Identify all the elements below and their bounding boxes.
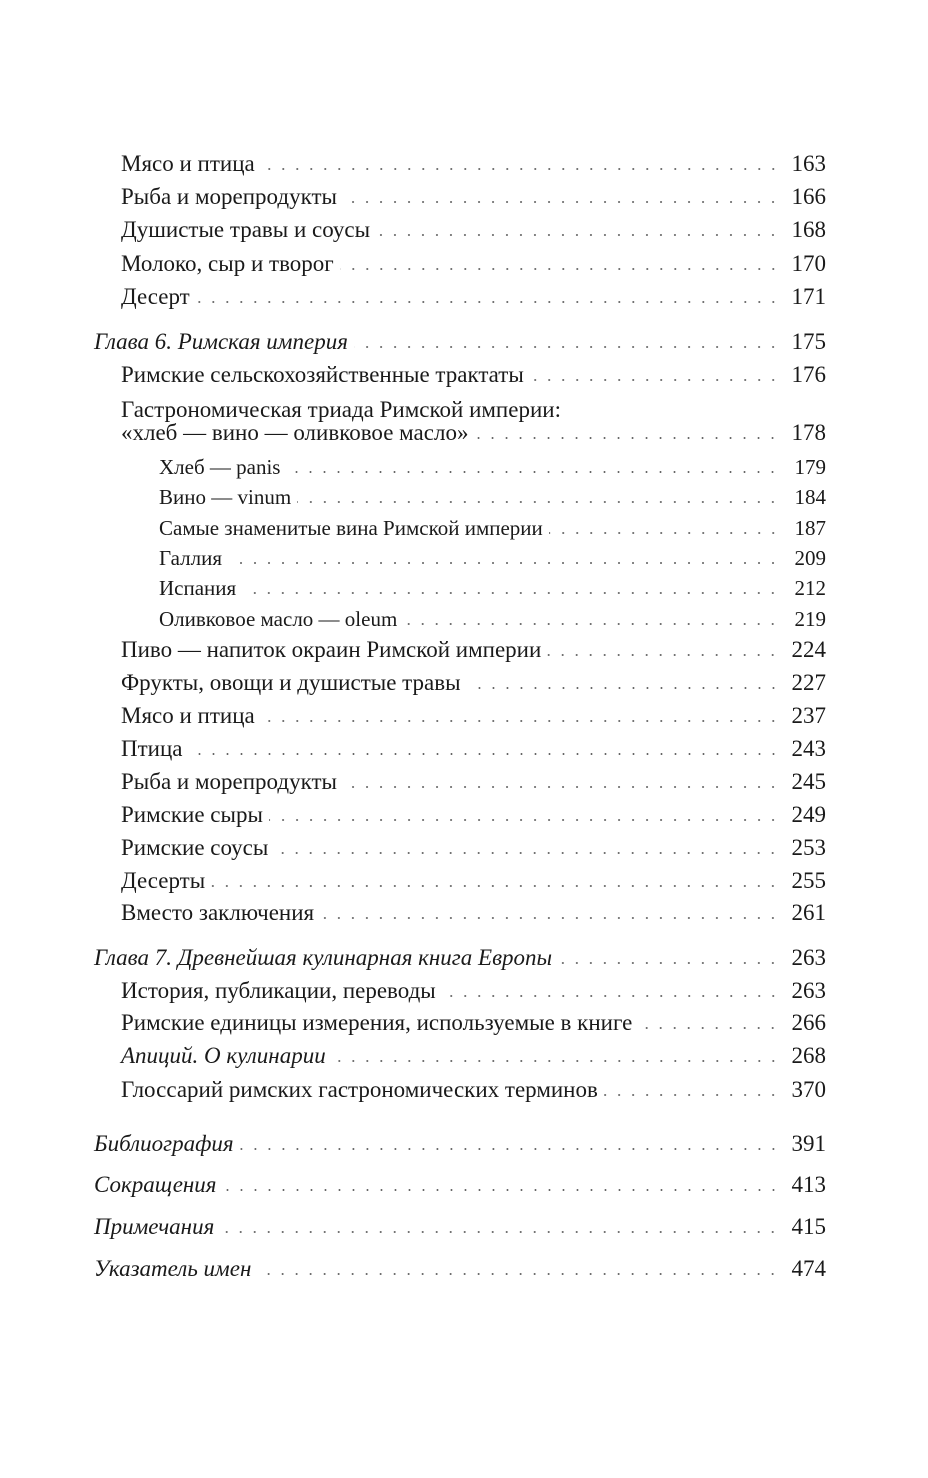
toc-page-number: 253 xyxy=(791,835,826,860)
toc-page-number: 255 xyxy=(791,868,826,893)
toc-entry-title: Вино — vinum xyxy=(159,485,292,509)
toc-entry-title: Римские сыры xyxy=(121,802,263,827)
toc-entry xyxy=(121,216,826,244)
toc-chapter-title: Сокращения xyxy=(94,1172,217,1197)
toc-page-number: 391 xyxy=(791,1131,826,1156)
dot-leader xyxy=(467,687,780,689)
toc-page-number: 170 xyxy=(791,251,826,276)
toc-subentry xyxy=(159,453,826,481)
toc-entry-title: Апиций. О кулинарии xyxy=(121,1043,326,1068)
toc-entry-title: Пиво — напиток окраин Римской империи xyxy=(121,637,542,662)
dot-leader xyxy=(354,346,780,348)
toc-page-number: 249 xyxy=(791,802,826,827)
toc-subentry xyxy=(159,544,826,572)
toc-page-number: 227 xyxy=(791,670,826,695)
dot-leader xyxy=(261,720,780,722)
dot-leader xyxy=(343,201,780,203)
toc-chapter-entry xyxy=(94,1255,826,1283)
toc-entry-title: Хлеб — panis xyxy=(159,455,281,479)
toc-page-number: 261 xyxy=(791,900,826,925)
dot-leader xyxy=(257,1273,780,1275)
toc-entry-title: Десерт xyxy=(121,284,190,309)
toc-entry-title: Самые знаменитые вина Римской империи xyxy=(159,516,543,540)
toc-entry-title: Душистые травы и соусы xyxy=(121,217,371,242)
toc-chapter-entry xyxy=(94,1171,826,1199)
toc-page-number: 212 xyxy=(794,576,826,600)
toc-entry xyxy=(121,419,826,447)
toc-entry-title: Галлия xyxy=(159,546,222,570)
toc-page-number: 237 xyxy=(791,703,826,728)
dot-leader xyxy=(530,379,780,381)
toc-entry xyxy=(121,1009,826,1037)
toc-page-number: 178 xyxy=(791,420,826,445)
toc-entry xyxy=(121,834,826,862)
dot-leader xyxy=(274,852,780,854)
toc-entry xyxy=(121,867,826,895)
toc-entry xyxy=(121,283,826,311)
toc-entry-title: Мясо и птица xyxy=(121,151,255,176)
dot-leader xyxy=(343,786,780,788)
toc-page-number: 176 xyxy=(791,362,826,387)
toc-page-number: 175 xyxy=(791,329,826,354)
toc-entry xyxy=(121,977,826,1005)
dot-leader xyxy=(604,1094,780,1096)
toc-page-number: 219 xyxy=(794,607,826,631)
toc-entry xyxy=(121,801,826,829)
toc-page-number: 263 xyxy=(791,945,826,970)
toc-entry-title: Птица xyxy=(121,736,183,761)
toc-page-number: 243 xyxy=(791,736,826,761)
toc-page-number: 415 xyxy=(791,1214,826,1239)
toc-entry-title: Оливковое масло — oleum xyxy=(159,607,398,631)
toc-chapter-title: Библиография xyxy=(94,1131,234,1156)
toc-entry xyxy=(121,669,826,697)
toc-entry xyxy=(121,183,826,211)
toc-page-number: 370 xyxy=(791,1077,826,1102)
toc-entry-title: Глоссарий римских гастрономических терминов xyxy=(121,1077,598,1102)
toc-page-number: 224 xyxy=(791,637,826,662)
dot-leader xyxy=(223,1189,780,1191)
toc-subentry xyxy=(159,574,826,602)
dot-leader xyxy=(189,753,781,755)
toc-entry-title: Испания xyxy=(159,576,237,600)
toc-page-number: 187 xyxy=(794,516,826,540)
toc-entry xyxy=(121,735,826,763)
toc-chapter-entry xyxy=(94,328,826,356)
toc-entry xyxy=(121,250,826,278)
dot-leader xyxy=(297,501,780,503)
dot-leader xyxy=(638,1027,780,1029)
dot-leader xyxy=(228,562,780,564)
dot-leader xyxy=(269,819,780,821)
dot-leader xyxy=(340,268,780,270)
toc-page-number: 266 xyxy=(791,1010,826,1035)
toc-entry-title: Рыба и морепродукты xyxy=(121,769,337,794)
toc-page-number: 474 xyxy=(791,1256,826,1281)
toc-chapter-entry xyxy=(94,1130,826,1158)
toc-entry xyxy=(121,150,826,178)
toc-entry-title: Десерты xyxy=(121,868,206,893)
toc-page-number: 245 xyxy=(791,769,826,794)
dot-leader xyxy=(242,592,780,594)
dot-leader xyxy=(549,532,780,534)
dot-leader xyxy=(403,623,780,625)
toc-page-number: 179 xyxy=(794,455,826,479)
toc-subentry xyxy=(159,605,826,633)
toc-page-number: 171 xyxy=(791,284,826,309)
toc-entry xyxy=(121,1042,826,1070)
toc-page-number: 184 xyxy=(794,485,826,509)
dot-leader xyxy=(211,885,780,887)
toc-entry xyxy=(121,361,826,389)
dot-leader xyxy=(547,654,780,656)
toc-entry xyxy=(121,899,826,927)
toc-entry-title-line1: Гастрономическая триада Римской империи: xyxy=(121,397,561,422)
toc-chapter-title: Глава 6. Римская империя xyxy=(94,329,348,354)
dot-leader xyxy=(332,1060,780,1062)
toc-subentry xyxy=(159,483,826,511)
toc-entry xyxy=(121,636,826,664)
toc-entry-title: «хлеб — вино — оливковое масло» xyxy=(121,420,469,445)
dot-leader xyxy=(220,1231,780,1233)
toc-entry-title: Римские сельскохозяйственные трактаты xyxy=(121,362,524,387)
toc-page-number: 263 xyxy=(791,978,826,1003)
toc-chapter-title: Глава 7. Древнейшая кулинарная книга Европы xyxy=(94,945,553,970)
toc-entry-title: Римские единицы измерения, используемые в книге xyxy=(121,1010,633,1035)
toc-entry xyxy=(121,1076,826,1104)
toc-page-number: 268 xyxy=(791,1043,826,1068)
dot-leader xyxy=(196,301,780,303)
toc-page-number: 413 xyxy=(791,1172,826,1197)
toc-entry-title: История, публикации, переводы xyxy=(121,978,436,1003)
toc-entry-title: Мясо и птица xyxy=(121,703,255,728)
toc-chapter-title: Примечания xyxy=(94,1214,215,1239)
toc-entry-title: Фрукты, овощи и душистые травы xyxy=(121,670,461,695)
toc-entry-title: Молоко, сыр и творог xyxy=(121,251,334,276)
dot-leader xyxy=(558,962,780,964)
toc-entry xyxy=(121,702,826,730)
toc-chapter-entry xyxy=(94,1213,826,1241)
toc-page-number: 209 xyxy=(794,546,826,570)
toc-entry-title: Рыба и морепродукты xyxy=(121,184,337,209)
dot-leader xyxy=(320,917,780,919)
toc-chapter-title: Указатель имен xyxy=(94,1256,252,1281)
toc-entry xyxy=(121,768,826,796)
dot-leader xyxy=(442,995,780,997)
dot-leader xyxy=(240,1148,780,1150)
dot-leader xyxy=(261,168,780,170)
dot-leader xyxy=(376,234,780,236)
toc-entry-title: Римские соусы xyxy=(121,835,269,860)
toc-page-number: 166 xyxy=(791,184,826,209)
toc-page-number: 163 xyxy=(791,151,826,176)
toc-page-number: 168 xyxy=(791,217,826,242)
dot-leader xyxy=(474,437,780,439)
toc-subentry xyxy=(159,514,826,542)
toc-entry-title: Вместо заключения xyxy=(121,900,315,925)
dot-leader xyxy=(286,471,780,473)
toc-chapter-entry xyxy=(94,944,826,972)
